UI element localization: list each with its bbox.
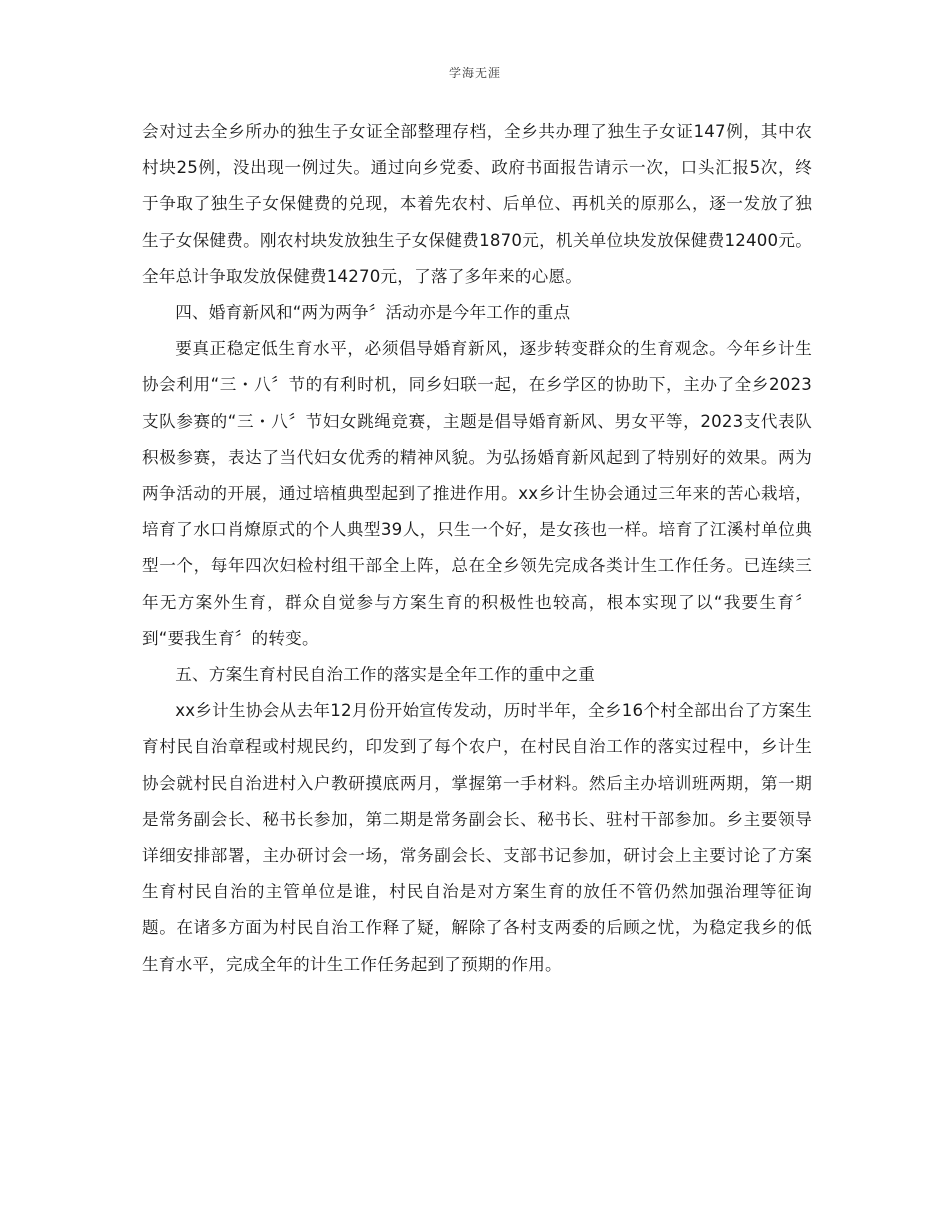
paragraph-section-4-body: 要真正稳定低生育水平，必须倡导婚育新风，逐步转变群众的生育观念。今年乡计生协会利用“三・八〞节的有利时机，同乡妇联一起，在乡学区的协助下，主办了全乡2023支队参赛的“三・八〞节妇女跳绳竞赛，主题是倡导婚育新风、男女平等，2023支代表队积极参赛，表达了当代妇女优秀的精神风貌。为弘扬婚育新风起到了特别好的效果。两为两争活动的开展，通过培植典型起到了推进作用。xx乡计生协会通过三年来的苦心栽培，培育了水口肖燎原式的个人典型39人，只生一个好，是女孩也一样。培育了江溪村单位典型一个，每年四次妇检村组干部全上阵，总在全乡领先完成各类计生工作任务。已连续三年无方案外生育，群众自觉参与方案生育的积极性也较高，根本实现了以“我要生育〞到“要我生育〞的转变。 [142,339,812,648]
paragraph-section-5-body: xx乡计生协会从去年12月份开始宣传发动，历时半年，全乡16个村全部出台了方案生育村民自治章程或村规民约，印发到了每个农户，在村民自治工作的落实过程中，乡计生协会就村民自治进村入户教研摸底两月，掌握第一手材料。然后主办培训班两期，第一期是常务副会长、秘书长参加，第二期是常务副会长、秘书长、驻村干部参加。乡主要领导详细安排部署，主办研讨会一场，常务副会长、支部书记参加，研讨会上主要讨论了方案生育村民自治的主管单位是谁，村民自治是对方案生育的放任不管仍然加强治理等征询题。在诸多方面为村民自治工作释了疑，解除了各村支两委的后顾之忧，为稳定我乡的低生育水平，完成全年的计生工作任务起到了预期的作用。 [142,701,812,974]
paragraph-continued-intro: 会对过去全乡所办的独生子女证全部整理存档，全乡共办理了独生子女证147例，其中农村块25例，没出现一例过失。通过向乡党委、政府书面报告请示一次，口头汇报5次，终于争取了独生子女保健费的兑现，本着先农村、后单位、再机关的原那么，逐一发放了独生子女保健费。刚农村块发放独生子女保健费1870元，机关单位块发放保健费12400元。全年总计争取发放保健费14270元，了落了多年来的心愿。 [142,122,812,286]
section-heading-4: 四、婚育新风和“两为两争〞活动亦是今年工作的重点 [175,303,571,323]
running-header: 学海无涯 [448,66,501,80]
section-heading-5: 五、方案生育村民自治工作的落实是全年工作的重中之重 [175,665,596,685]
document-body [142,114,812,983]
